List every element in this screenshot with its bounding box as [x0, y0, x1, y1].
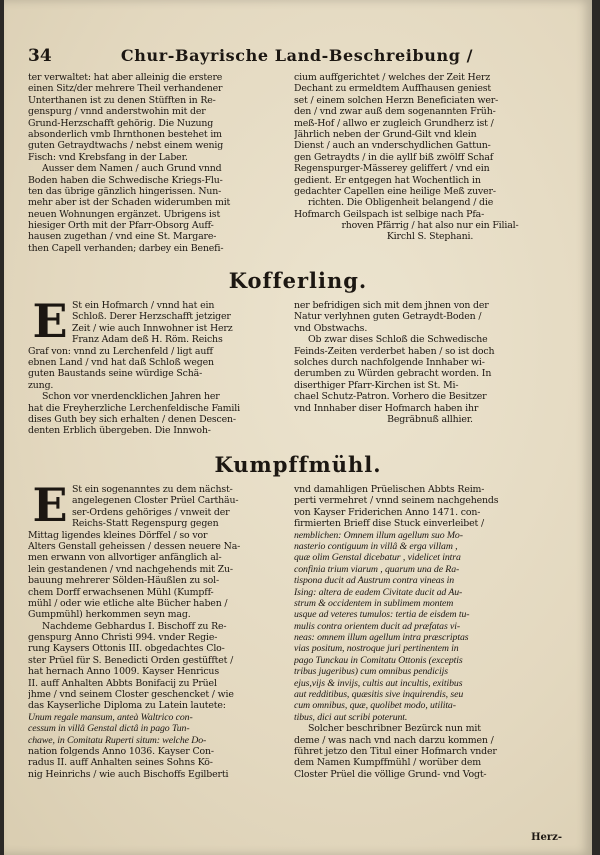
text-line: neas: omnem illum agellum intra præscriptas	[294, 632, 469, 644]
text-line: lein gestandenen / vnd nachgehends mit Zu-	[28, 563, 233, 575]
text-line: das Kayserliche Diploma zu Latein lautete:	[28, 700, 226, 712]
text-line: Begräbnuß allhier.	[387, 413, 473, 425]
text-line: Reichs-Statt Regenspurg gegen	[72, 518, 219, 530]
text-line: dises Guth bey sich erhalten / denen Descen-	[28, 413, 236, 425]
text-line: rung Kaysers Ottonis III. obgedachtes Clo-	[28, 643, 225, 655]
text-line: absonderlich vmb Ihrnthonen bestehet im	[28, 128, 222, 140]
text-line: II. auff Anhalten Abbts Bonifacij zu Prüel	[28, 677, 217, 689]
text-line: Grund-Herzschafft gehörig. Die Nuzung	[28, 117, 214, 129]
text-line: aut redditibus, quæsitis sive inquirendis, seu	[294, 689, 464, 701]
text-line: Fisch: vnd Krebsfang in der Laber.	[28, 151, 188, 163]
text-line: Franz Adam deß H. Röm. Reichs	[72, 334, 223, 346]
text-line: genspurg Anno Christi 994. vnder Regie-	[28, 632, 218, 644]
text-line: strum & occidentem in sublimem montem	[294, 597, 454, 609]
text-line: Solcher beschribner Bezürck nun mit	[308, 723, 481, 735]
text-line: führet jetzo den Titul einer Hofmarch vnder	[294, 745, 497, 757]
kofferling-left-column	[28, 294, 282, 437]
text-line: ster Prüel für S. Benedicti Orden gestüfftet /	[28, 654, 234, 666]
text-line: hiesiger Orth mit der Pfarr-Obsorg Auff-	[28, 220, 214, 232]
intro-left-column	[28, 72, 282, 254]
text-line: Ising: altera de eadem Civitate ducit ad Au-	[294, 586, 463, 598]
kumpffmuehl-left-column	[28, 478, 282, 780]
text-line: denten Erblich übergeben. Die Innwoh-	[28, 425, 211, 437]
book-page	[4, 0, 592, 855]
text-line: gedient. Er entgegen hat Wochentlich in	[294, 174, 481, 186]
section-heading-kofferling: Kofferling.	[228, 268, 368, 293]
text-line: gedachter Capellen eine heilige Meß zuver-	[294, 185, 496, 197]
text-line: deme / was nach vnd nach darzu kommen /	[294, 734, 494, 746]
text-line: ten das übrige gänzlich hingerissen. Nun-	[28, 185, 222, 197]
text-line: chawe, in Comitatu Ruperti situm: welche Do-	[28, 734, 207, 746]
page-header	[28, 46, 566, 70]
text-line: perti vermehret / vnnd seinem nachgehends	[294, 495, 499, 507]
text-line: tibus, dici aut scribi poterunt.	[294, 711, 408, 723]
text-line: Kirchl S. Stephani.	[386, 231, 474, 243]
text-line: Boden haben die Schwedische Kriegs-Flu-	[28, 174, 223, 186]
text-line: St ein Hofmarch / vnnd hat ein	[72, 300, 215, 311]
text-line: men erwann von allvortiger anfänglich al-	[28, 552, 222, 564]
text-line: St ein sogenanntes zu dem nächst-	[72, 484, 233, 495]
text-line: cium auffgerichtet / welches der Zeit Herz	[294, 72, 491, 83]
kofferling-right-column	[294, 300, 566, 425]
dropcap-kumpffmuehl: E	[32, 478, 68, 532]
text-line: Schon vor vnerdencklichen Jahren her	[42, 391, 220, 403]
text-line: tribus jugeribus) cum omnibus pendicijs	[294, 666, 448, 678]
text-line: Unum regale mansum, anteà Waltrico con-	[28, 711, 193, 723]
text-line: nasterio contiguum in villâ & erga villam ,	[294, 540, 458, 552]
text-line: Zeit / wie auch Innwohner ist Herz	[72, 322, 233, 334]
text-line: Graf von: vnnd zu Lerchenfeld / ligt auff	[28, 345, 213, 357]
text-line: dem Namen Kumpffmühl / worüber dem	[294, 757, 481, 769]
text-line: Nachdeme Gebhardus I. Bischoff zu Re-	[42, 620, 227, 632]
text-line: einen Sitz/der mehrere Theil verhandener	[28, 83, 223, 95]
text-line: diserthiger Pfarr-Kirchen ist St. Mi-	[294, 379, 459, 391]
text-line: Unterthanen ist zu denen Stüfften in Re-	[28, 94, 216, 106]
text-line: neuen Wohnungen ergänzet. Ubrigens ist	[28, 208, 221, 220]
text-line: genspurg / vnnd anderstwohin mit der	[28, 106, 206, 118]
text-line: ter verwaltet: hat aber alleinig die erstere	[28, 72, 223, 83]
text-line: Ausser dem Namen / auch Grund vnnd	[42, 163, 222, 175]
text-line: rhoven Pfärrig / hat also nur ein Filial-	[341, 220, 519, 232]
text-line: Closter Prüel die völlige Grund- vnd Vogt-	[294, 768, 487, 780]
text-line: Jährlich neben der Grund-Gilt vnd klein	[294, 128, 477, 140]
text-line: nation folgends Anno 1036. Kayser Con-	[28, 745, 214, 757]
kumpffmuehl-right-column	[294, 484, 566, 780]
text-line: then Capell verhanden; darbey ein Benefi-	[28, 242, 224, 254]
text-line: Hofmarch Geilspach ist selbige nach Pfa-	[294, 208, 485, 220]
text-line: bauung mehrerer Sölden-Häußlen zu sol-	[28, 575, 220, 587]
dropcap-kofferling: E	[32, 294, 68, 348]
text-line: ner befridigen sich mit dem jhnen von der	[294, 300, 489, 311]
text-line: set / einem solchen Herzn Beneficiaten wer-	[294, 94, 499, 106]
text-line: guten Baustands seine würdige Schä-	[28, 368, 203, 380]
text-line: pago Tunckau in Comitatu Ottonis (exceptis	[294, 654, 463, 666]
text-line: vias positum, nostroque juri pertinentem in	[294, 643, 459, 655]
catchword: Herz-	[531, 832, 562, 843]
text-line: Schloß. Derer Herzschafft jetziger	[72, 311, 231, 323]
text-line: nig Heinrichs / wie auch Bischoffs Egilberti	[28, 768, 229, 780]
text-line: usque ad veteres tumulos: tertia de eisdem tu-	[294, 609, 470, 621]
text-line: gen Getraydts / in die ayllf biß zwölff Schaf	[294, 151, 494, 163]
section-heading-kumpffmuehl: Kumpffmühl.	[214, 452, 382, 477]
text-line: mehr aber ist der Schaden widerumben mit	[28, 197, 231, 209]
text-line: cum omnibus, quæ, quolibet modo, utilita-	[294, 700, 456, 712]
text-line: quæ olim Genstal dicebatur , videlicet intra	[294, 552, 461, 564]
text-line: guten Getraydtwachs / nebst einem wenig	[28, 140, 224, 152]
text-line: vnd Innhaber diser Hofmarch haben ihr	[294, 402, 479, 414]
text-line: derumben zu Würden gebracht worden. In	[294, 368, 492, 380]
text-line: Alters Genstall geheissen / dessen neuere Na-	[28, 540, 241, 552]
page-number: 34	[28, 46, 52, 66]
text-line: ejus,vijs & invijs, cultis aut incultis, exitibus	[294, 677, 463, 689]
text-line: von Kayser Friderichen Anno 1471. con-	[294, 506, 481, 518]
text-line: Ob zwar dises Schloß die Schwedische	[308, 334, 488, 346]
text-line: zung.	[28, 379, 54, 391]
text-line: firmierten Brieff dise Stuck einverleibet /	[294, 518, 484, 530]
text-line: Gumpmühl) herkommen seyn mag.	[28, 609, 191, 621]
text-line: ebnen Land / vnd hat daß Schloß wegen	[28, 356, 214, 368]
text-line: mulis contra orientem ducit ad præfatas vi-	[294, 620, 461, 632]
text-line: vnd Obstwachs.	[294, 322, 368, 334]
text-line: Dienst / auch an vnderschydlichen Gattun-	[294, 140, 491, 152]
text-line: chael Schutz-Patron. Vorhero die Besitzer	[294, 391, 487, 403]
text-line: meß-Hof / allwo er zugleich Grundherz ist /	[294, 117, 494, 129]
text-line: ser-Ordens gehöriges / vnweit der	[72, 506, 230, 518]
text-line: Feinds-Zeiten verderbet haben / so ist doch	[294, 345, 495, 357]
intro-right-column	[294, 72, 566, 243]
text-line: confinia trium viarum , quarum una de Ra-	[294, 563, 460, 575]
text-line: Natur verlyhnen guten Getraydt-Boden /	[294, 311, 482, 323]
text-line: chem Dorff erwachsenen Mühl (Kumpff-	[28, 586, 214, 598]
text-line: Regenspurger-Mässerey geliffert / vnd ein	[294, 163, 490, 175]
text-line: vnd damahligen Prüelischen Abbts Reim-	[294, 484, 485, 495]
text-line: nemblichen: Omnem illum agellum suo Mo-	[294, 529, 463, 541]
text-line: hausen zugethan / vnd eine St. Margare-	[28, 231, 217, 243]
text-line: Mittag ligendes kleines Dörffel / so vor	[28, 529, 208, 541]
text-line: angelegenen Closter Prüel Carthäu-	[72, 495, 239, 507]
text-line: radus II. auff Anhalten seines Sohns Kö-	[28, 757, 213, 769]
text-line: den / vnd zwar auß dem sogenannten Früh-	[294, 106, 496, 118]
text-line: hat die Freyherzliche Lerchenfeldische Famili	[28, 402, 240, 414]
text-line: solches durch nachfolgende Innhaber wi-	[294, 356, 485, 368]
text-line: Dechant zu ermeldtem Auffhausen geniest	[294, 83, 491, 95]
text-line: tispona ducit ad Austrum contra vineas in	[294, 575, 455, 587]
text-line: jhme / vnd seinem Closter geschencket / wie	[28, 689, 234, 701]
text-line: cessum in villâ Genstal dictâ in pago Tun-	[28, 723, 190, 735]
running-title: Chur-Bayrische Land-Beschreibung /	[120, 46, 474, 65]
text-line: mühl / oder wie etliche alte Bücher haben /	[28, 597, 228, 609]
text-line: hat hernach Anno 1009. Kayser Henricus	[28, 666, 219, 678]
text-line: richten. Die Obligenheit belangend / die	[308, 197, 494, 209]
